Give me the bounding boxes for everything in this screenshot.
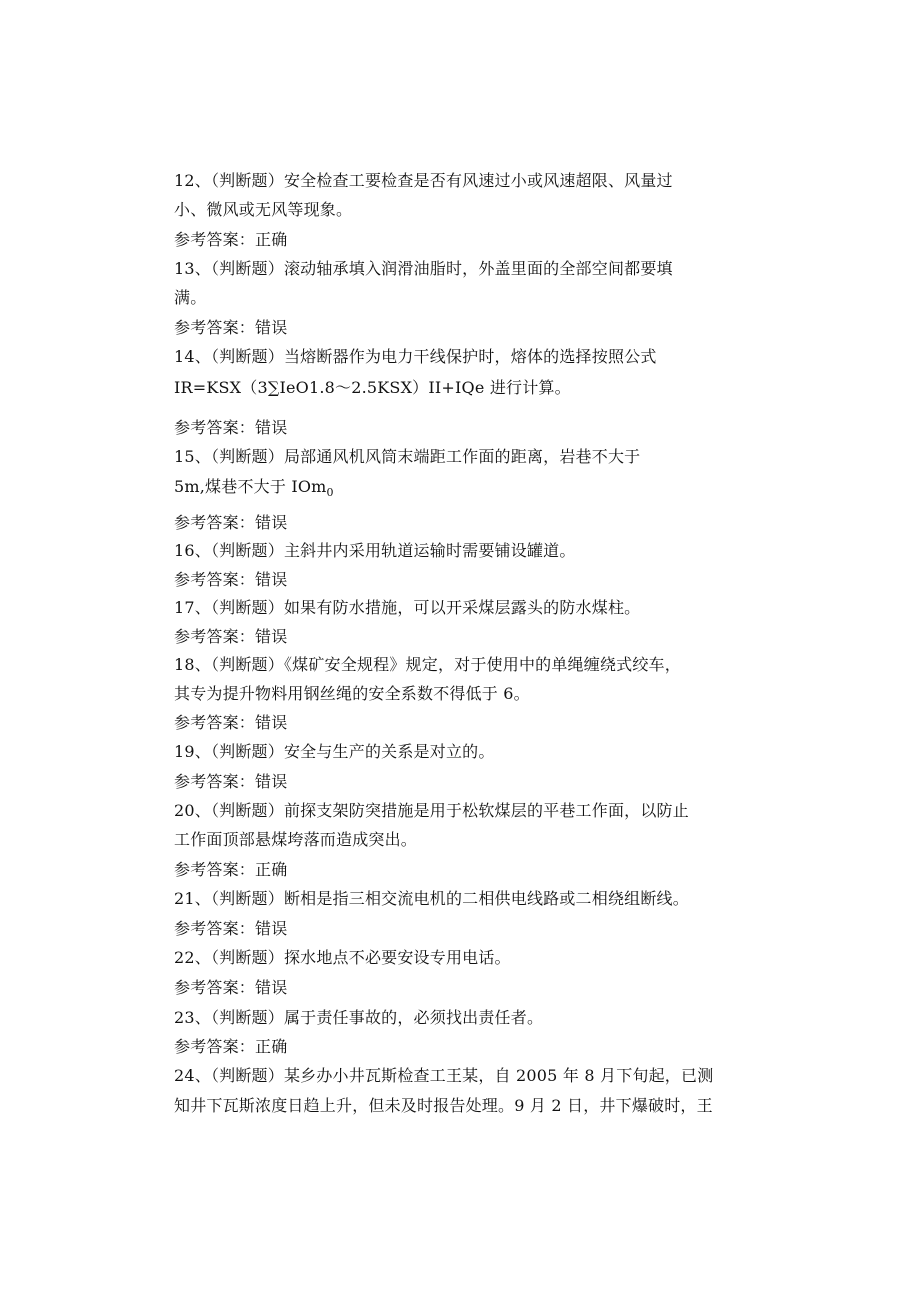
question-15-subscript: 0 <box>326 486 334 499</box>
question-17: 17、（判断题）如果有防水措施，可以开采煤层露头的防水煤柱。 <box>174 598 641 617</box>
question-23: 23、（判断题）属于责任事故的，必须找出责任者。 <box>174 1008 544 1027</box>
answer-21: 参考答案：错误 <box>174 919 288 938</box>
question-15-line-2-text: 5m,煤巷不大于 IOm <box>174 477 327 496</box>
question-21: 21、（判断题）断相是指三相交流电机的二相供电线路或二相绕组断线。 <box>174 889 689 908</box>
question-14-formula-line: IR=KSX（3∑IeO1.8～2.5KSX）II+IQe 进行计算。 <box>174 378 571 397</box>
answer-23: 参考答案：正确 <box>174 1037 288 1056</box>
answer-17: 参考答案：错误 <box>174 627 288 646</box>
question-20-line-2: 工作面顶部悬煤垮落而造成突出。 <box>174 830 418 849</box>
question-18-line-1: 18、（判断题）《煤矿安全规程》规定，对于使用中的单绳缠绕式绞车， <box>174 655 681 674</box>
question-14-line-1: 14、（判断题）当熔断器作为电力干线保护时，熔体的选择按照公式 <box>174 347 657 366</box>
answer-12: 参考答案：正确 <box>174 230 288 249</box>
answer-16: 参考答案：错误 <box>174 570 288 589</box>
answer-19: 参考答案：错误 <box>174 772 288 791</box>
question-24-line-2: 知井下瓦斯浓度日趋上升，但未及时报告处理。9 月 2 日，井下爆破时，王 <box>174 1096 713 1115</box>
answer-15: 参考答案：错误 <box>174 513 288 532</box>
question-19: 19、（判断题）安全与生产的关系是对立的。 <box>174 742 495 761</box>
question-12-line-1: 12、（判断题）安全检查工要检查是否有风速过小或风速超限、风量过 <box>174 171 673 190</box>
answer-13: 参考答案：错误 <box>174 318 288 337</box>
question-15-line-2 <box>174 477 334 503</box>
question-13-line-1: 13、（判断题）滚动轴承填入润滑油脂时，外盖里面的全部空间都要填 <box>174 259 673 278</box>
answer-20: 参考答案：正确 <box>174 860 288 879</box>
answer-14: 参考答案：错误 <box>174 418 288 437</box>
question-16: 16、（判断题）主斜井内采用轨道运输时需要铺设罐道。 <box>174 541 576 560</box>
question-18-line-2: 其专为提升物料用钢丝绳的安全系数不得低于 6。 <box>174 684 530 703</box>
answer-18: 参考答案：错误 <box>174 713 288 732</box>
question-12-line-2: 小、微风或无风等现象。 <box>174 200 353 219</box>
question-24-line-1: 24、（判断题）某乡办小井瓦斯检查工王某，自 2005 年 8 月下旬起，已测 <box>174 1066 714 1085</box>
question-13-line-2: 满。 <box>174 288 207 307</box>
question-15-line-1: 15、（判断题）局部通风机风筒末端距工作面的距离，岩巷不大于 <box>174 447 641 466</box>
question-20-line-1: 20、（判断题）前探支架防突措施是用于松软煤层的平巷工作面，以防止 <box>174 801 689 820</box>
answer-22: 参考答案：错误 <box>174 978 288 997</box>
question-22: 22、（判断题）探水地点不必要安设专用电话。 <box>174 948 511 967</box>
